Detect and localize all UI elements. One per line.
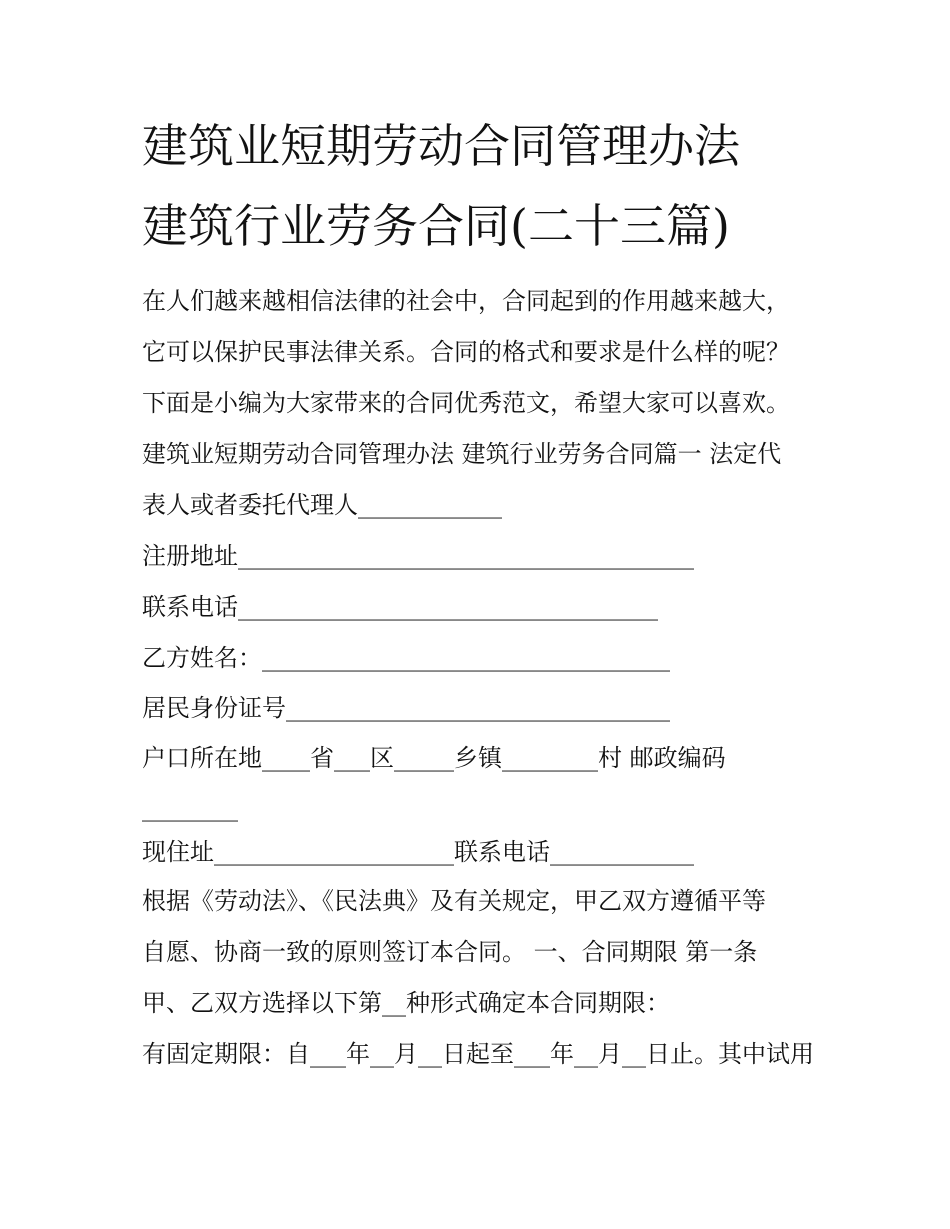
body-text-line: ________ (142, 794, 238, 822)
document-title-line-2: 建筑行业劳务合同(二十三篇) (142, 199, 730, 253)
body-text-line: 有固定期限：自___年__月__日起至___年__月__日止。其中试用 (142, 1040, 814, 1068)
body-text-line: 它可以保护民事法律关系。合同的格式和要求是什么样的呢？ (142, 338, 790, 366)
body-text-line: 注册地址______________________________________ (142, 542, 694, 570)
body-text-line: 表人或者委托代理人____________ (142, 491, 502, 519)
body-text-line: 居民身份证号________________________________ (142, 694, 670, 722)
document-title-line-1: 建筑业短期劳动合同管理办法 (142, 119, 740, 173)
body-text-line: 建筑业短期劳动合同管理办法 建筑行业劳务合同篇一 法定代 (142, 440, 782, 468)
body-text-line: 甲、乙双方选择以下第__种形式确定本合同期限： (142, 989, 670, 1017)
body-text-line: 下面是小编为大家带来的合同优秀范文，希望大家可以喜欢。 (142, 389, 790, 417)
body-text-line: 在人们越来越相信法律的社会中，合同起到的作用越来越大， (142, 287, 790, 315)
body-text-line: 乙方姓名：__________________________________ (142, 644, 670, 672)
body-text-line: 自愿、协商一致的原则签订本合同。 一、合同期限 第一条 (142, 938, 758, 966)
body-text-line: 联系电话___________________________________ (142, 593, 658, 621)
body-text-line: 根据《劳动法》、《民法典》及有关规定，甲乙双方遵循平等 (142, 887, 766, 915)
body-text-line: 现住址____________________联系电话____________ (142, 838, 694, 866)
body-text-line: 户口所在地____省___区_____乡镇________村 邮政编码 (142, 744, 726, 772)
